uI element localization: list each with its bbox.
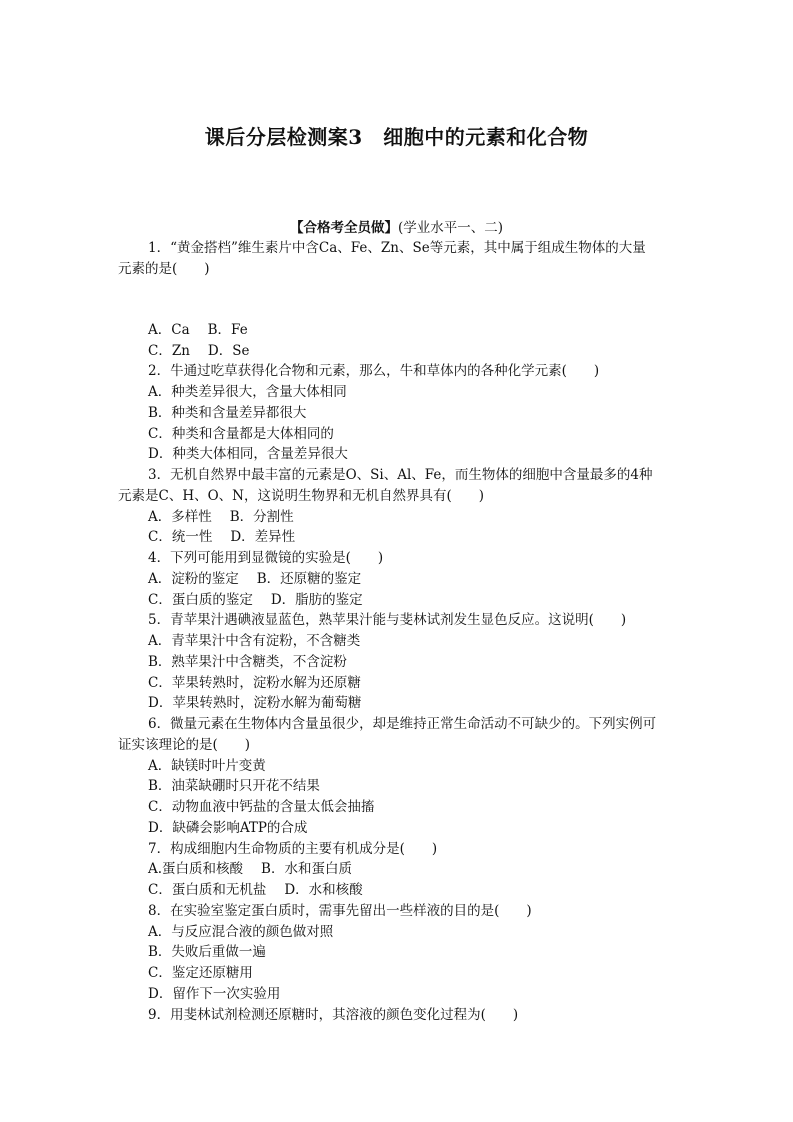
question-2-option-b: B．种类和含量差异都很大 [148,405,307,421]
option-b: B．还原糖的鉴定 [256,571,362,587]
option-a: A．Ca [148,322,190,338]
section-label: 【合格考全员做】 [289,220,398,236]
question-5-option-a: A．青苹果汁中含有淀粉，不含糖类 [148,633,361,649]
option-d: D．脂肪的鉴定 [270,592,363,608]
question-7-stem: 7．构成细胞内生命物质的主要有机成分是( ) [148,841,438,857]
question-3-stem: 3．无机自然界中最丰富的元素是O、Si、Al、Fe，而生物体的细胞中含量最多的4种 [148,467,653,483]
option-d: D．差异性 [230,529,296,545]
option-d: D．水和核酸 [284,882,363,898]
option-b: B．水和蛋白质 [261,861,352,877]
question-6-option-b: B．油菜缺硼时只开花不结果 [148,778,320,794]
section-note: (学业水平一、二) [397,220,504,236]
question-8-option-b: B．失败后重做一遍 [148,944,266,960]
question-2-option-c: C．种类和含量都是大体相同的 [148,426,334,442]
question-3-stem-cont: 元素是C、H、O、N，这说明生物界和无机自然界具有( ) [118,488,485,504]
question-4-options-row1 [148,569,361,589]
option-c: C．蛋白质和无机盐 [148,882,267,898]
question-2-stem: 2．牛通过吃草获得化合物和元素，那么，牛和草体内的各种化学元素( ) [148,363,600,379]
question-3-options-row2 [148,527,295,547]
option-a: A．淀粉的鉴定 [148,571,239,587]
option-c: C．统一性 [148,529,213,545]
question-6-option-c: C．动物血液中钙盐的含量太低会抽搐 [148,799,375,815]
question-1-options-row1 [148,320,248,340]
question-6-option-a: A．缺镁时叶片变黄 [148,758,266,774]
question-7-options-row1 [148,859,352,879]
question-5-option-b: B．熟苹果汁中含糖类，不含淀粉 [148,654,347,670]
question-5-stem: 5．青苹果汁遇碘液显蓝色，熟苹果汁能与斐林试剂发生显色反应。这说明( ) [148,612,627,628]
option-b: B．Fe [207,322,248,338]
question-6-stem: 6．微量元素在生物体内含量虽很少，却是维持正常生命活动不可缺少的。下列实例可 [148,716,657,732]
question-2-option-d: D．种类大体相同，含量差异很大 [148,446,348,462]
question-9-stem: 9．用斐林试剂检测还原糖时，其溶液的颜色变化过程为( ) [148,1007,519,1023]
option-b: B．分割性 [229,509,294,525]
question-8-option-d: D．留作下一次实验用 [148,986,281,1002]
question-2-option-a: A．种类差异很大，含量大体相同 [148,384,347,400]
question-5-option-c: C．苹果转熟时，淀粉水解为还原糖 [148,675,361,691]
option-a: A．多样性 [148,509,212,525]
question-8-option-c: C．鉴定还原糖用 [148,965,253,981]
question-4-stem: 4．下列可能用到显微镜的实验是( ) [148,550,384,566]
option-d: D．Se [207,343,250,359]
question-8-option-a: A．与反应混合液的颜色做对照 [148,924,334,940]
question-1-options-row2 [148,341,249,361]
section-heading [0,216,793,236]
question-8-stem: 8．在实验室鉴定蛋白质时，需事先留出一些样液的目的是( ) [148,903,532,919]
option-a: A.蛋白质和核酸 [148,861,244,877]
question-3-options-row1 [148,507,294,527]
option-c: C．Zn [148,343,190,359]
option-c: C．蛋白质的鉴定 [148,592,253,608]
question-5-option-d: D．苹果转熟时，淀粉水解为葡萄糖 [148,695,362,711]
page-title: 课后分层检测案3 细胞中的元素和化合物 [204,125,589,149]
question-4-options-row2 [148,590,363,610]
question-1-stem-cont: 元素的是( ) [118,261,210,277]
question-1-stem: 1．“黄金搭档”维生素片中含Ca、Fe、Zn、Se等元素，其中属于组成生物体的大量 [148,240,646,256]
question-6-stem-cont: 证实该理论的是( ) [118,737,251,753]
question-6-option-d: D．缺磷会影响ATP的合成 [148,820,308,836]
question-7-options-row2 [148,880,363,900]
